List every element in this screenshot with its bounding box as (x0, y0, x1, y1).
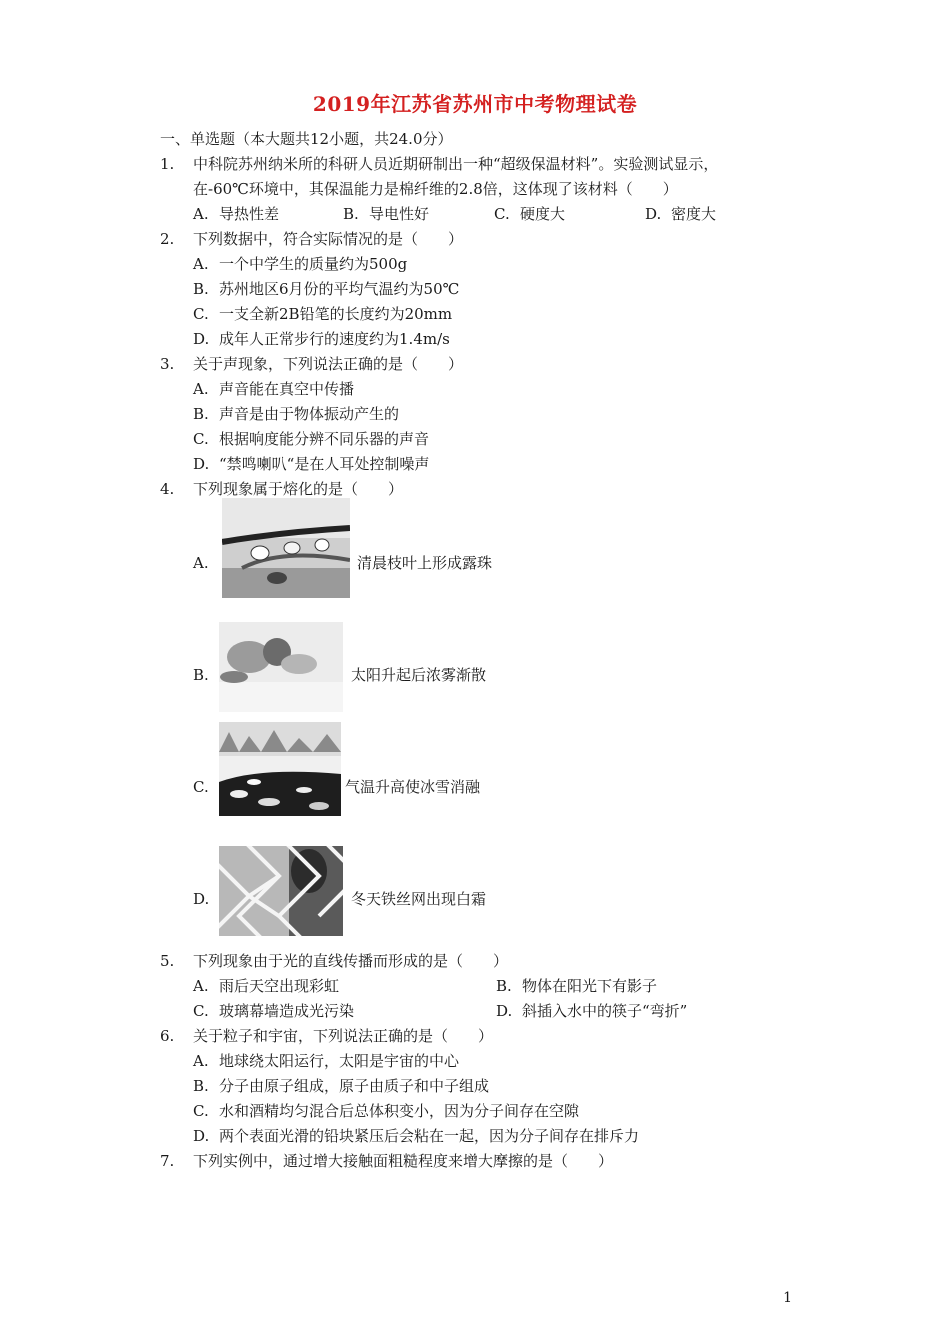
q6-option-a: A. 地球绕太阳运行，太阳是宇宙的中心 (193, 1052, 460, 1070)
q1-stem-line2: 在-60℃环境中，其保温能力是棉纤维的2.8倍，这体现了该材料（ ） (193, 180, 678, 198)
dew-photo (222, 498, 350, 598)
q1-option-c: C. 硬度大 (494, 205, 566, 223)
q1-option-a: A. 导热性差 (193, 205, 280, 223)
q1-number: 1. (160, 155, 175, 173)
q4-option-b-text: 太阳升起后浓雾渐散 (351, 666, 487, 684)
q4-option-a-text: 清晨枝叶上形成露珠 (357, 554, 493, 572)
page-number: 1 (783, 1290, 792, 1306)
q1-option-b: B. 导电性好 (343, 205, 430, 223)
q2-option-d: D. 成年人正常步行的速度约为1.4m/s (193, 330, 450, 348)
q6-number: 6. (160, 1027, 175, 1045)
exam-title: 2019年江苏省苏州市中考物理试卷 (312, 92, 638, 116)
q4-stem: 下列现象属于熔化的是（ ） (193, 480, 404, 498)
q4-option-d-label: D. (193, 890, 210, 908)
q4-option-d-text: 冬天铁丝网出现白霜 (351, 890, 487, 908)
q6-option-c: C. 水和酒精均匀混合后总体积变小，因为分子间存在空隙 (193, 1102, 580, 1120)
q5-number: 5. (160, 952, 175, 970)
q3-number: 3. (160, 355, 175, 373)
q4-option-c-text: 气温升高使冰雪消融 (345, 778, 481, 796)
section-heading: 一、单选题（本大题共12小题，共24.0分） (160, 130, 453, 148)
q3-option-c: C. 根据响度能分辨不同乐器的声音 (193, 430, 430, 448)
q6-option-b: B. 分子由原子组成，原子由质子和中子组成 (193, 1077, 490, 1095)
q5-option-b: B. 物体在阳光下有影子 (496, 977, 658, 995)
q1-option-d: D. 密度大 (645, 205, 717, 223)
q7-number: 7. (160, 1152, 175, 1170)
fog-photo (219, 622, 343, 712)
q5-option-c: C. 玻璃幕墙造成光污染 (193, 1002, 355, 1020)
q3-option-d: D. “禁鸣喇叭“是在人耳处控制噪声 (193, 455, 430, 473)
q2-option-b: B. 苏州地区6月份的平均气温约为50℃ (193, 280, 460, 298)
q4-number: 4. (160, 480, 175, 498)
q2-option-c: C. 一支全新2B铅笔的长度约为20mm (193, 305, 453, 323)
q1-stem-line1: 中科院苏州纳米所的科研人员近期研制出一种“超级保温材料”。实验测试显示， (193, 155, 719, 173)
q5-stem: 下列现象由于光的直线传播而形成的是（ ） (193, 952, 509, 970)
q2-number: 2. (160, 230, 175, 248)
q5-option-a: A. 雨后天空出现彩虹 (193, 977, 340, 995)
q6-option-d: D. 两个表面光滑的铅块紧压后会粘在一起，因为分子间存在排斥力 (193, 1127, 640, 1145)
q4-option-a-label: A. (193, 554, 209, 572)
q5-option-d: D. 斜插入水中的筷子“弯折” (496, 1002, 688, 1020)
q3-option-b: B. 声音是由于物体振动产生的 (193, 405, 400, 423)
q2-option-a: A. 一个中学生的质量约为500g (193, 255, 408, 273)
q7-stem: 下列实例中，通过增大接触面粗糙程度来增大摩擦的是（ ） (193, 1152, 614, 1170)
frost-mesh-photo (219, 846, 343, 936)
q4-option-c-label: C. (193, 778, 209, 796)
q3-option-a: A. 声音能在真空中传播 (193, 380, 355, 398)
q3-stem: 关于声现象，下列说法正确的是（ ） (193, 355, 464, 373)
snowmelt-photo (219, 722, 341, 816)
q2-stem: 下列数据中，符合实际情况的是（ ） (193, 230, 464, 248)
q6-stem: 关于粒子和宇宙，下列说法正确的是（ ） (193, 1027, 494, 1045)
q4-option-b-label: B. (193, 666, 209, 684)
